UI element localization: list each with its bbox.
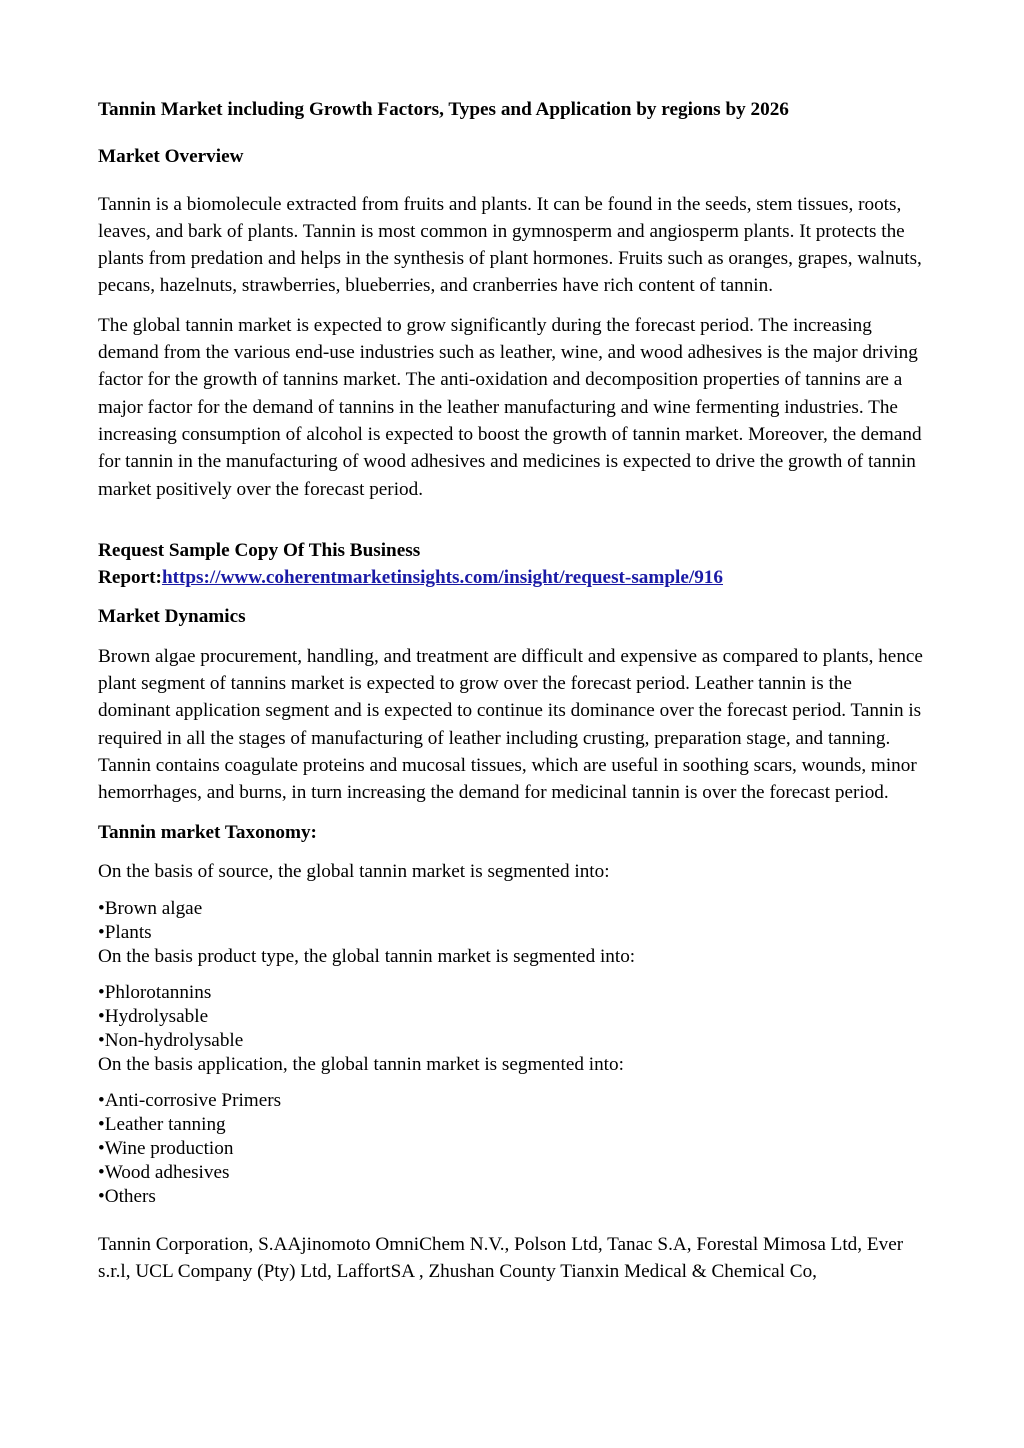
market-dynamics-paragraph: Brown algae procurement, handling, and treatment are difficult and expensive as compared to plants, hence plant segment of tannins market is expected to grow over the forecast period. Leather tannin is the dominant application segment and is expected to continue its dominance over the forecast period. Tannin is required in all the stages of manufacturing of leather including crusting, preparation stage, and tanning. Tannin contains coagulate proteins and mucosal tissues, which are useful in soothing scars, wounds, minor hemorrhages, and burns, in turn increasing the demand for medicinal tannin is over the forecast period. xyxy=(98,645,923,804)
list-item: •Non-hydrolysable xyxy=(98,1030,244,1052)
product-list xyxy=(98,981,928,1053)
list-item: •Others xyxy=(98,1186,156,1208)
overview-paragraph-2: The global tannin market is expected to grow significantly during the forecast period. The increasing demand from the various end-use industries such as leather, wine, and wood adhesives is the major driving factor for the growth of tannins market. The anti-oxidation and decomposition properties of tannins are a major factor for the demand of tannins in the leather manufacturing and wine fermenting industries. The increasing consumption of alcohol is expected to boost the growth of tannin market. Moreover, the demand for tannin in the manufacturing of wood adhesives and medicines is expected to drive the growth of tannin market positively over the forecast period. xyxy=(98,314,922,500)
list-item: •Leather tanning xyxy=(98,1114,226,1136)
document-title: Tannin Market including Growth Factors, Types and Application by regions by 2026 xyxy=(98,99,789,120)
overview-paragraph-1: Tannin is a biomolecule extracted from fruits and plants. It can be found in the seeds, stem tissues, roots, leaves, and bark of plants. Tannin is most common in gymnosperm and angiosperm plants. It protects the plants from predation and helps in the synthesis of plant hormones. Fruits such as oranges, grapes, walnuts, pecans, hazelnuts, strawberries, blueberries, and cranberries have rich content of tannin. xyxy=(98,193,922,297)
list-item: •Wine production xyxy=(98,1138,234,1160)
request-sample-link[interactable]: https://www.coherentmarketinsights.com/insight/request-sample/916 xyxy=(161,567,723,589)
source-list xyxy=(98,897,928,945)
list-item: •Phlorotannins xyxy=(98,982,212,1004)
list-item: •Anti-corrosive Primers xyxy=(98,1090,282,1112)
document-page xyxy=(98,96,928,1286)
application-intro: On the basis application, the global tannin market is segmented into: xyxy=(98,1054,624,1076)
taxonomy-heading: Tannin market Taxonomy: xyxy=(98,821,317,843)
source-intro: On the basis of source, the global tannin market is segmented into: xyxy=(98,860,610,882)
list-item: •Wood adhesives xyxy=(98,1162,230,1184)
request-sample xyxy=(98,537,928,592)
list-item: •Plants xyxy=(98,922,152,944)
request-sample-label: Request Sample Copy Of This Business Report: xyxy=(98,539,421,589)
product-intro: On the basis product type, the global tannin market is segmented into: xyxy=(98,946,636,968)
application-list xyxy=(98,1089,928,1209)
list-item: •Hydrolysable xyxy=(98,1006,209,1028)
market-dynamics-heading: Market Dynamics xyxy=(98,606,246,628)
list-item: •Brown algae xyxy=(98,898,203,920)
market-overview-heading: Market Overview xyxy=(98,146,244,168)
companies-paragraph: Tannin Corporation, S.AAjinomoto OmniChem N.V., Polson Ltd, Tanac S.A, Forestal Mimosa Ltd, Ever s.r.l, UCL Company (Pty) Ltd, LaffortSA , Zhushan County Tianxin Medical & Chemical Co, xyxy=(98,1234,904,1283)
